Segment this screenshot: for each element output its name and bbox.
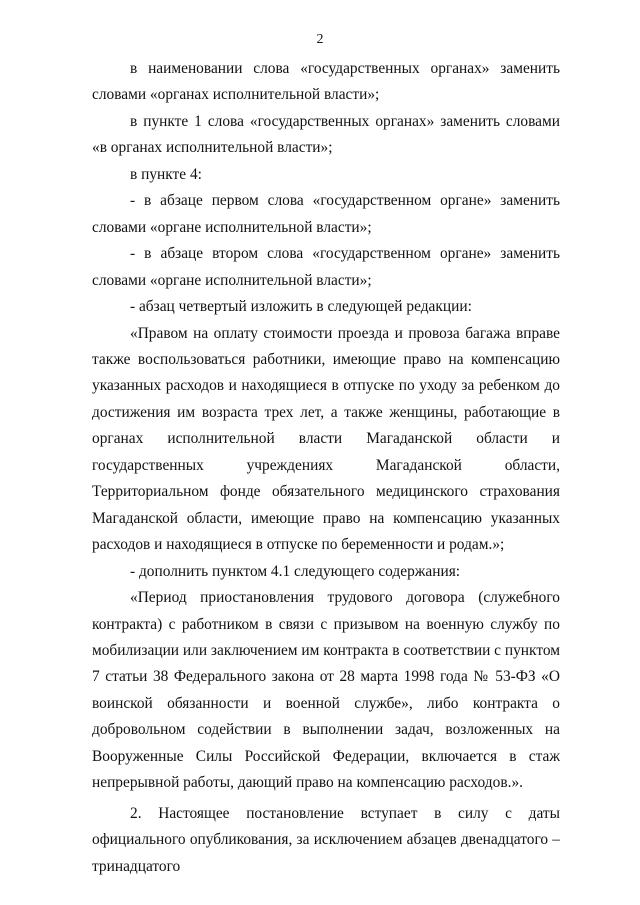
quoted-paragraph: «Период приостановления трудового договора (служебного контракта) с работником в связи с призывом на военную службу по мобилизации или заключением им контракта в соответствии с пунктом 7 статьи 38 Федерального закона от 28 марта 1998 года № 53-ФЗ «О воинской обязанности и военной службе», либо контракта о добровольном содействии в выполнении задач, возложенных на Вооруженные Силы Российской Федерации, включается в стаж непрерывной работы, дающий право на компенсацию расходов.». bbox=[92, 589, 560, 792]
paragraph: в пункте 1 слова «государственных органах» заменить словами «в органах исполнительной власти»; bbox=[92, 112, 560, 157]
paragraph: в наименовании слова «государственных органах» заменить словами «органах исполнительной власти»; bbox=[92, 60, 560, 104]
document-body bbox=[92, 56, 560, 880]
paragraph: - в абзаце втором слова «государственном органе» заменить словами «органе исполнительной власти»; bbox=[92, 245, 560, 289]
quoted-paragraph: «Правом на оплату стоимости проезда и провоза багажа вправе также воспользоваться работники, имеющие право на компенсацию указанных расходов и находящиеся в отпуске по уходу за ребенком до достижения им возраста трех лет, а также женщины, работающие в органах исполнительной власти Магаданской области и государственных учреждениях Магаданской области, Территориальном фонде обязательного медицинского страхования Магаданской области, имеющие право на компенсацию указанных расходов и находящиеся в отпуске по беременности и родам.»; bbox=[92, 324, 560, 554]
paragraph: 2. Настоящее постановление вступает в силу с даты официального опубликования, за исключением абзацев двенадцатого – тринадцатого bbox=[92, 804, 560, 875]
paragraph: - дополнить пунктом 4.1 следующего содержания: bbox=[130, 562, 461, 580]
paragraph: - абзац четвертый изложить в следующей редакции: bbox=[130, 298, 472, 316]
paragraph: в пункте 4: bbox=[130, 165, 202, 183]
page-number: 2 bbox=[316, 32, 324, 47]
paragraph: - в абзаце первом слова «государственном органе» заменить словами «органе исполнительной власти»; bbox=[92, 192, 560, 236]
